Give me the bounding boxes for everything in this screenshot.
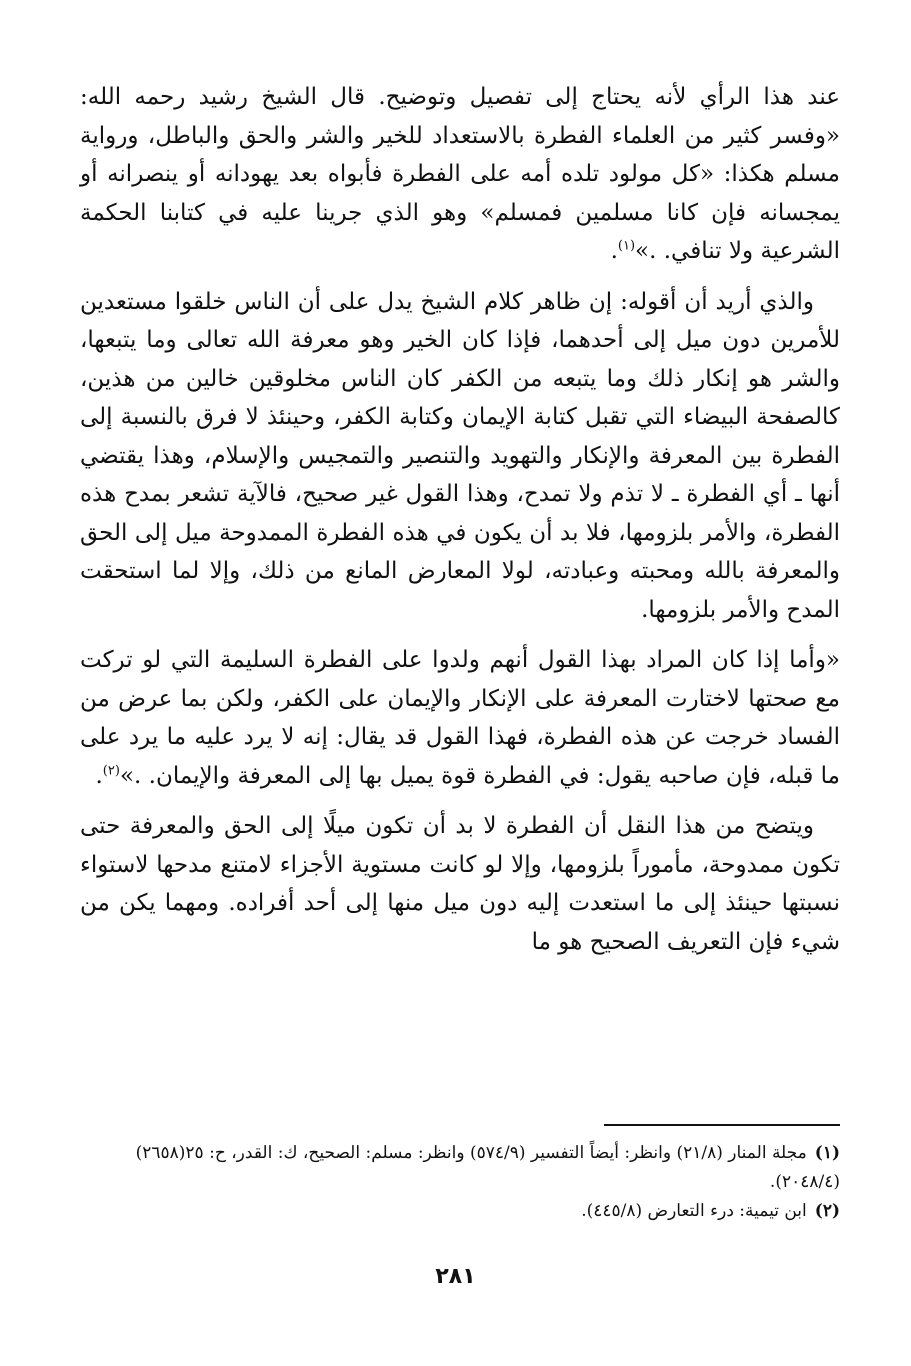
- footnotes: [80, 1124, 840, 1226]
- footnote-divider: [604, 1124, 840, 1126]
- paragraph-3: «وأما إذا كان المراد بهذا القول أنهم ولدوا على الفطرة السليمة التي لو تركت مع صحتها لاختارت المعرفة على الإنكار والإيمان على الكفر، ولكن بما عرض من الفساد خرجت عن هذه الفطرة، فهذا القول قد يقال: إنه لا يرد عليه ما يرد على ما قبله، فإن صاحبه يقول: في الفطرة قوة يميل بها إلى المعرفة والإيمان. .»$^{(٢)}$.: [80, 647, 840, 789]
- page-body: [80, 78, 840, 961]
- paragraph-4: [80, 807, 840, 961]
- footnote-2-number: (٢): [814, 1201, 840, 1221]
- paragraph-1-text: عند هذا الرأي لأنه يحتاج إلى تفصيل وتوضيح. قال الشيخ رشيد رحمه الله: «وفسر كثير من العلماء الفطرة بالاستعداد للخير والشر والحق والباطل، ورواية مسلم هكذا: «كل مولود تلده أمه على الفطرة فأبواه بعد يهودانه أو ينصرانه أو يمجسانه فإن كانا مسلمين فمسلم» وهو الذي جرينا عليه في كتابنا الحكمة الشرعية ولا تنافي. .»: [80, 84, 840, 264]
- page-number: ٢٨١: [435, 1264, 476, 1289]
- paragraph-2-text: والذي أريد أن أقوله: إن ظاهر كلام الشيخ يدل على أن الناس خلقوا مستعدين للأمرين دون ميل إلى أحدهما، فإذا كان الخير وهو معرفة الله تعالى وما يتبعها، والشر هو إنكار ذلك وما يتبعه من الكفر كان الناس مخلوقين خالين من هذين، كالصفحة البيضاء التي تقبل كتابة الإيمان وكتابة الكفر، وحينئذ لا فرق بالنسبة إلى الفطرة بين المعرفة والإنكار والتهويد والتنصير والتمجيس والإسلام، وهذا يقتضي أنها ـ أي الفطرة ـ لا تذم ولا تمدح، وهذا القول غير صحيح، فالآية تشعر بمدح هذه الفطرة، والأمر بلزومها، فلا بد أن يكون في هذه الفطرة الممدوحة ميل إلى الحق والمعرفة بالله ومحبته وعبادته، لولا المعارض المانع من ذلك، وإلا لما استحقت المدح والأمر بلزومها.: [80, 288, 840, 623]
- footnote-2: [80, 1197, 840, 1226]
- footnote-2-text: ابن تيمية: درء التعارض (٤٤٥/٨).: [581, 1201, 807, 1221]
- footnote-1: [80, 1139, 840, 1197]
- footnote-ref-1: (١): [617, 238, 636, 254]
- footnote-ref-2: (٢): [102, 762, 120, 778]
- footnote-1-number: (١): [814, 1143, 840, 1163]
- footnote-1-text: مجلة المنار (٢١/٨) وانظر: أيضاً التفسير (٥٧٤/٩) وانظر: مسلم: الصحيح، ك: القدر، ح: ٢٥(٢٦٥٨) (٢٠٤٨/٤).: [135, 1143, 840, 1192]
- paragraph-3-text: «وأما إذا كان المراد بهذا القول أنهم ولدوا على الفطرة السليمة التي لو تركت مع صحتها لاختارت المعرفة على الإنكار والإيمان على الكفر، ولكن بما عرض من الفساد خرجت عن هذه الفطرة، فهذا القول قد يقال: إنه لا يرد عليه ما يرد على ما قبله، فإن صاحبه يقول: في الفطرة قوة يميل بها إلى المعرفة والإيمان. .»: [80, 647, 840, 789]
- paragraph-1: عند هذا الرأي لأنه يحتاج إلى تفصيل وتوضيح. قال الشيخ رشيد رحمه الله: «وفسر كثير من العلماء الفطرة بالاستعداد للخير والشر والحق والباطل، ورواية مسلم هكذا: «كل مولود تلده أمه على الفطرة فأبواه بعد يهودانه أو ينصرانه أو يمجسانه فإن كانا مسلمين فمسلم» وهو الذي جرينا عليه في كتابنا الحكمة الشرعية ولا تنافي. .»$^{(١)}$.: [80, 84, 840, 264]
- paragraph-4-text: ويتضح من هذا النقل أن الفطرة لا بد أن تكون ميلًا إلى الحق والمعرفة حتى تكون ممدوحة، مأموراً بلزومها، وإلا لو كانت مستوية الأجزاء لامتنع مدحها لاستواء نسبتها حينئذ إلى ما استعدت إليه دون ميل منها إلى أحد أفراده. ومهما يكن من شيء فإن التعريف الصحيح هو ما: [80, 813, 840, 955]
- paragraph-2: [80, 283, 840, 630]
